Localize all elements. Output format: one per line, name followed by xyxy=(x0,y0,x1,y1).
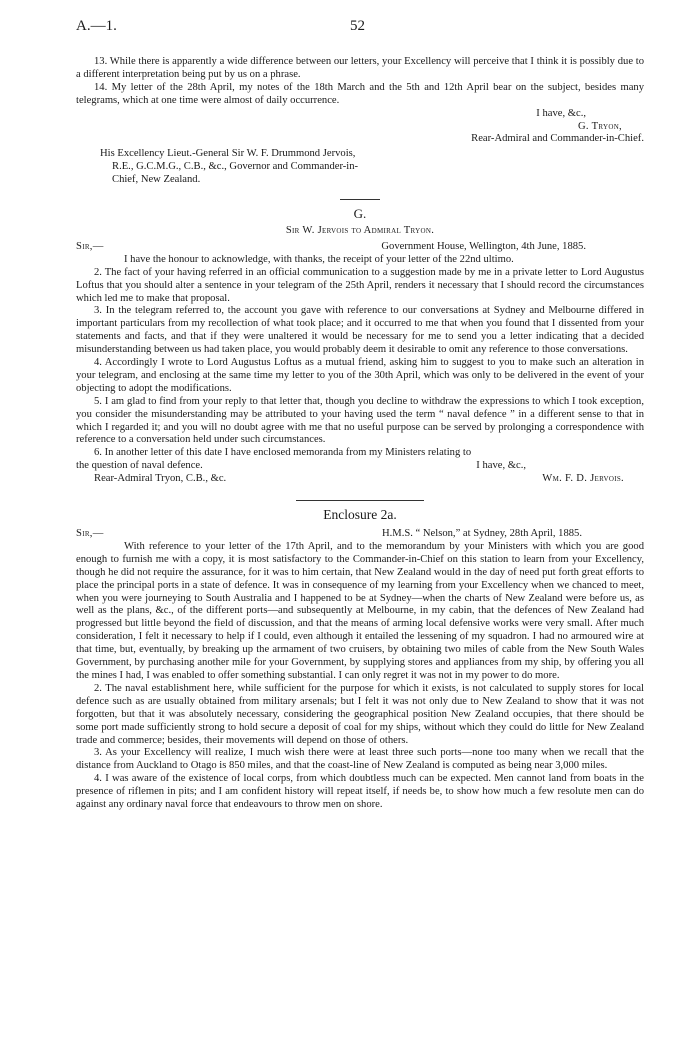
letter-heading-row xyxy=(76,241,644,254)
enclosure-paragraph-4: 4. I was aware of the existence of local corps, from which doubtless much can be expected. Men cannot land from boats in the presence of riflemen in pits; and I am confident history will repeat itself, if needs be, to show how much a few resolute men can do against any ordinary naval force that endeavours to throw men on shore. xyxy=(76,773,644,811)
letter-paragraph-4: 4. Accordingly I wrote to Lord Augustus Loftus as a mutual friend, asking him to suggest to you to make such an alteration in your telegram, and enclosing at the same time my letter to you of the 30th April, which was only to be delivered in the event of your objecting to adopt the modifications. xyxy=(76,357,644,394)
section-divider xyxy=(296,500,424,501)
paragraph-6-end: the question of naval defence. xyxy=(76,460,203,472)
letter-subtitle: Sir W. Jervois to Admiral Tryon. xyxy=(285,224,435,236)
page-header xyxy=(76,16,640,40)
salutation: Sir,— xyxy=(76,240,104,252)
closing: I have, &c., xyxy=(536,107,586,119)
letter-paragraph-1: I have the honour to acknowledge, with thanks, the receipt of your letter of the 22nd ultimo. xyxy=(124,253,514,265)
section-divider xyxy=(340,199,380,200)
page-number: 52 xyxy=(350,18,365,34)
paragraph-6-closing-row xyxy=(76,460,644,473)
enclosure-heading-row xyxy=(76,528,644,541)
signature: Wm. F. D. Jervois. xyxy=(542,473,624,485)
signature-row xyxy=(76,473,644,486)
salutation: Sir,— xyxy=(76,528,104,539)
enclosure-paragraph-3: 3. As your Excellency will realize, I much wish there were at least three such ports—none too many when we recall that the distance from Auckland to Otago is 850 miles, and that the coast-line of New Zealand is computed as being near 3,000 miles. xyxy=(76,747,644,772)
signatory-title: Rear-Admiral and Commander-in-Chief. xyxy=(471,133,644,145)
addressee-line: Chief, New Zealand. xyxy=(112,174,201,186)
paragraph-13: 13. While there is apparently a wide difference between our letters, your Excellency will perceive that I think it is possibly due to a different interpretation being put by us on a phrase. xyxy=(76,56,644,80)
letter-paragraph-6: 6. In another letter of this date I have enclosed memoranda from my Ministers relating to xyxy=(94,447,472,459)
letter-paragraph-5: 5. I am glad to find from your reply to that letter that, though you decline to withdraw the expressions to which I took exception, you consider the misunderstanding may be attributed to your having used the term “ naval defence ” in a different sense to that in which I regarded it; and you will no doubt agree with me that no useful purpose can be served by prolonging a correspondence with reference to a conversation held under such circumstances. xyxy=(76,395,644,446)
enclosure-title: Enclosure 2a. xyxy=(323,507,397,523)
paragraph-14: 14. My letter of the 28th April, my notes of the 18th March and the 5th and 12th April bear on the subject, besides many telegrams, which at one time were almost of daily occurrence. xyxy=(76,81,644,106)
enclosure-paragraph-2: 2. The naval establishment here, while sufficient for the purpose for which it exists, is not calculated to supply stores for local defence such as are usually obtained from military arsenals; but I felt it was not only due to New Zealand to show that it was not forgotten, but that it was absolutely necessary, considering the geographical position New Zealand occupies, that there should be some port made sufficiently strong to hold secure a deposit of coal for my ships, without which they could do little for New Zealand trade and commerce; besides, their movements will depend on those of others. xyxy=(76,682,644,746)
addressee-line: R.E., G.C.M.G., C.B., &c., Governor and Commander-in- xyxy=(112,161,359,173)
closing: I have, &c., xyxy=(476,460,526,472)
document-reference: A.—1. xyxy=(76,18,117,34)
addressee: Rear-Admiral Tryon, C.B., &c. xyxy=(94,473,227,485)
letter-paragraph-2: 2. The fact of your having referred in an official communication to a suggestion made by me in a private letter to Lord Augustus Loftus that you should alter a sentence in your telegram of the 25th April, renders it necessary that I should record the circumstances which led me to make that proposal. xyxy=(76,266,644,304)
page-body xyxy=(76,56,644,812)
dateline: H.M.S. “ Nelson,” at Sydney, 28th April, 1885. xyxy=(382,528,582,539)
letter-paragraph-3: 3. In the telegram referred to, the account you gave with reference to our conversations at Sydney and Melbourne differed in important particulars from my recollection of what took place; and it occurred to me that when you found that I dissented from your statements and facts, and that if they were unaltered it would be necessary for me to send you a letter indicating that a decided misunderstanding between us had taken place, you would probably deem it desirable to omit any reference to those conversations. xyxy=(76,305,644,356)
dateline: Government House, Wellington, 4th June, 1885. xyxy=(381,240,586,252)
addressee-block xyxy=(100,148,644,187)
letter-label: G. xyxy=(353,206,367,222)
addressee-line: His Excellency Lieut.-General Sir W. F. Drummond Jervois, xyxy=(100,148,356,160)
enclosure-paragraph-1: With reference to your letter of the 17th April, and to the memorandum by your Ministers with which you are good enough to furnish me with a copy, it is most satisfactory to the Commander-in-Chief on this station to learn from your Excellency, though he did not require the assurance, for it was to him certain, that New Zealand would in the day of need put forth great efforts to place the principal ports in a state of defence. It was in consequence of my learning from your Excellency when we chanced to meet, when you were journeying to South Australia and I happened to be at Sydney—when the charts of New Zealand were before us, as well as the plans, &c., of the different ports—and subsequently at Melbourne, in my cabin, that the defences of New Zealand had progressed but little beyond the field of discussion, and that the means of arming local defensive works were very small. After much consideration, I felt it necessary to help if I could, even although it entailed the lessening of my squadron. I had no armoured wire at that time, but, eventually, by breaking up the armament of two cruisers, by obtaining two miles of cable from the New South Wales Government, by purchasing another mile for your Government, by supplying stores and appliances from my ship, by offering you all the mines I had, I was enabled to offer something substantial. I can only regret it was not in my power to do more. xyxy=(76,540,644,681)
signature: G. Tryon, xyxy=(577,120,622,132)
